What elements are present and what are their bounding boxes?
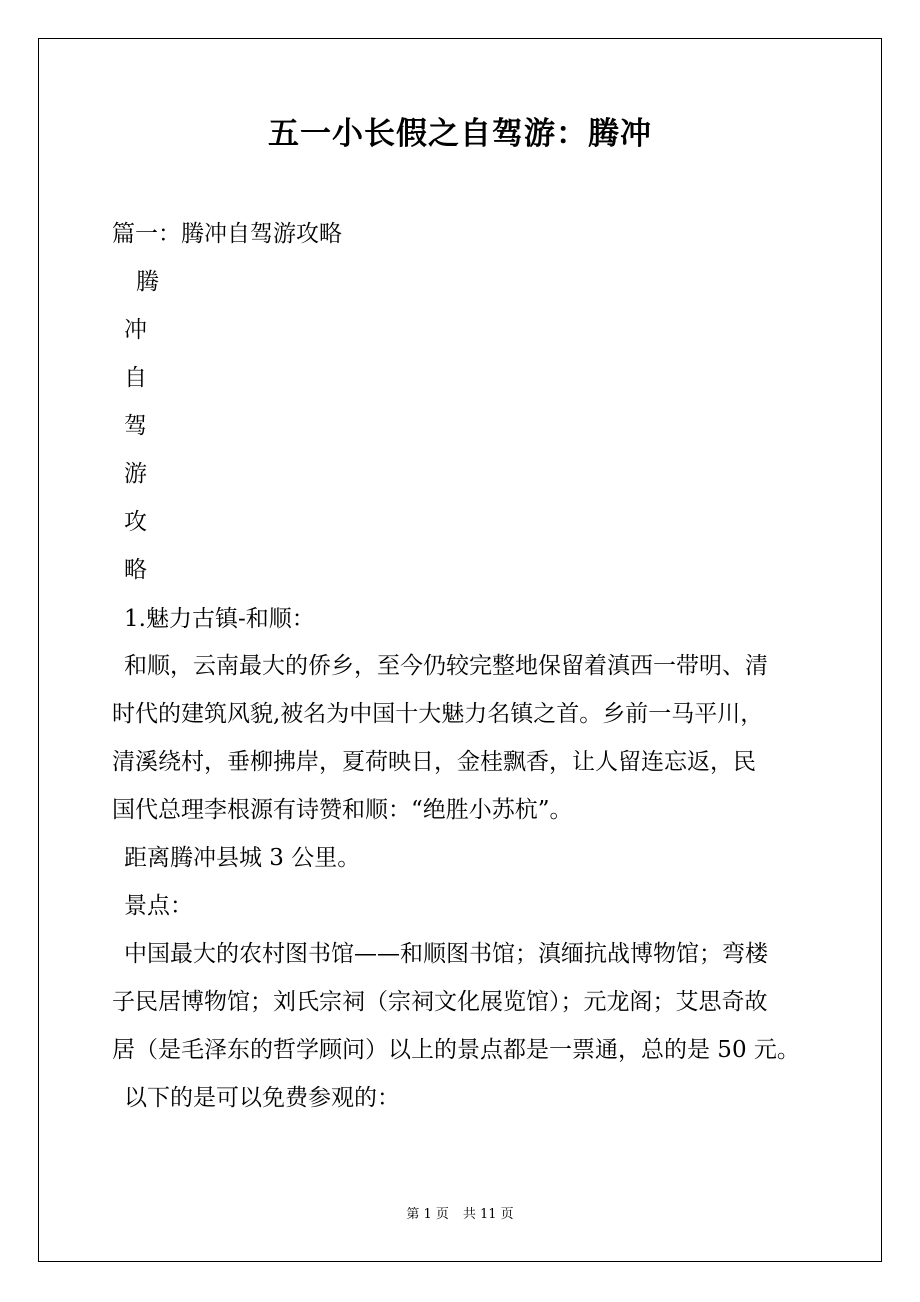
vertical-char: 冲: [124, 317, 147, 343]
paragraph-line: 居（是毛泽东的哲学顾问）以上的景点都是一票通，总的是 50 元。: [112, 1037, 800, 1063]
vertical-char: 驾: [124, 413, 147, 439]
vertical-char: 腾: [136, 269, 159, 295]
page-number: 第 1 页: [406, 1207, 449, 1222]
paragraph-line: 时代的建筑风貌,被名为中国十大魅力名镇之首。乡前一马平川，: [112, 701, 764, 727]
scenic-label: 景点：: [124, 893, 193, 919]
vertical-char: 略: [124, 557, 147, 583]
free-visit-text: 以下的是可以免费参观的：: [124, 1085, 400, 1111]
distance-text: 距离腾冲县城 3 公里。: [124, 845, 361, 871]
paragraph-line: 清溪绕村，垂柳拂岸，夏荷映日，金桂飘香，让人留连忘返，民: [112, 749, 756, 775]
page-footer: [0, 1206, 920, 1224]
section-heading: 篇一：腾冲自驾游攻略: [112, 221, 342, 247]
document-title: 五一小长假之自驾游：腾冲: [268, 116, 652, 152]
paragraph-line: 子民居博物馆；刘氏宗祠（宗祠文化展览馆）；元龙阁；艾思奇故: [112, 989, 768, 1015]
paragraph-line: 国代总理李根源有诗赞和顺：“绝胜小苏杭”。: [112, 797, 573, 823]
paragraph-line: 和顺，云南最大的侨乡，至今仍较完整地保留着滇西一带明、清: [124, 653, 768, 679]
page-total: 共 11 页: [462, 1207, 514, 1222]
paragraph-line: 中国最大的农村图书馆——和顺图书馆；滇缅抗战博物馆；弯楼: [124, 941, 768, 967]
vertical-char: 攻: [124, 509, 147, 535]
vertical-char: 游: [124, 461, 147, 487]
subheading: 1.魅力古镇-和顺：: [124, 606, 315, 632]
vertical-char: 自: [124, 365, 147, 391]
